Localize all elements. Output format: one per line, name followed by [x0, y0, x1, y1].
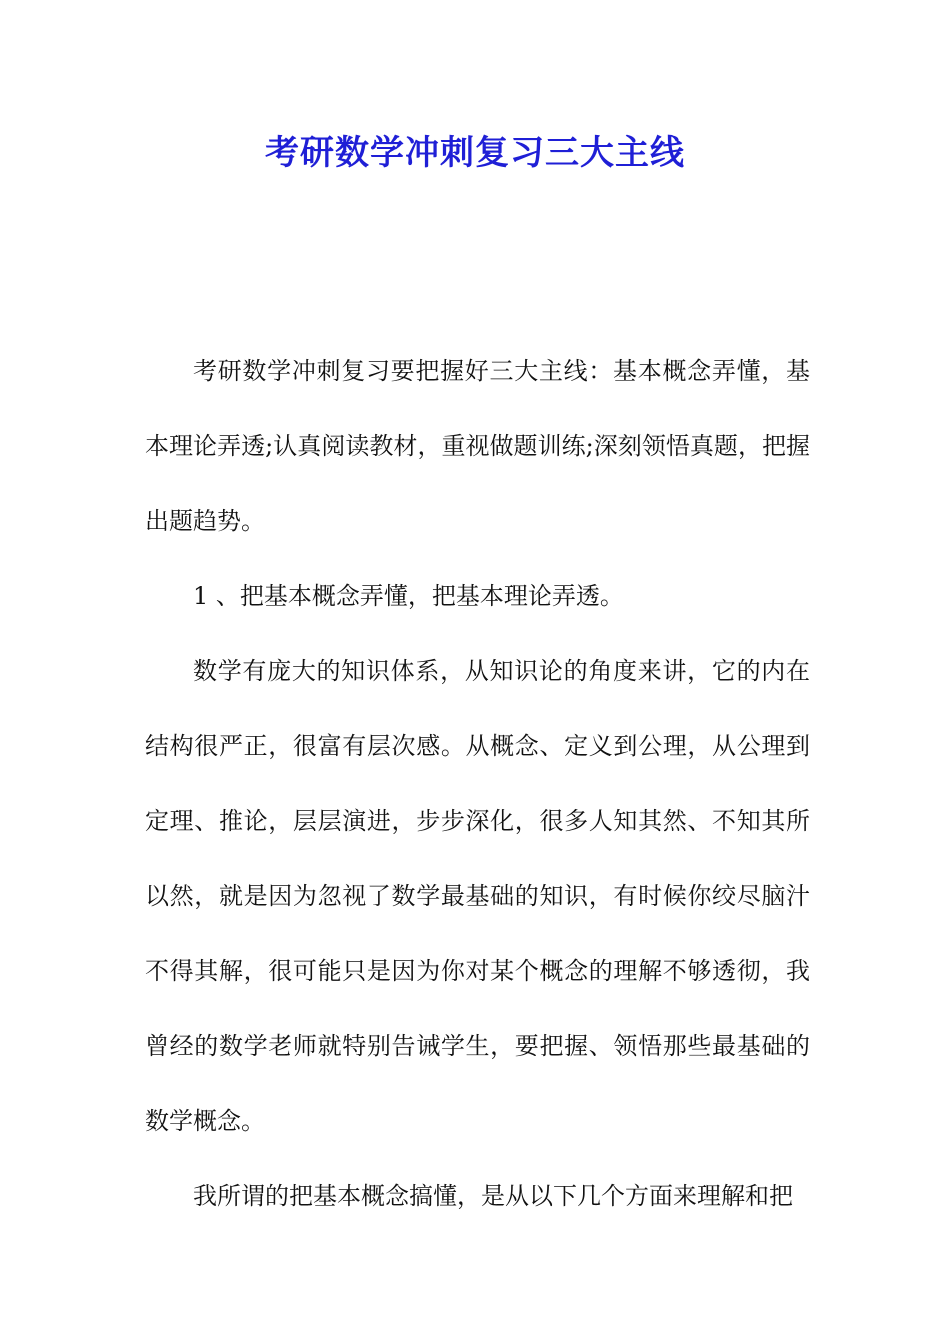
paragraph-concept-understanding: 我所谓的把基本概念搞懂，是从以下几个方面来理解和把: [193, 1182, 793, 1210]
document-title: 考研数学冲刺复习三大主线: [265, 133, 685, 173]
paragraph-knowledge-system: 数学有庞大的知识体系，从知识论的角度来讲，它的内在结构很严正，很富有层次感。从概念、定义到公理，从公理到定理、推论，层层演进，步步深化，很多人知其然、不知其所以然，就是因为忽视了数学最基础的知识，有时候你绞尽脑汁不得其解，很可能只是因为你对某个概念的理解不够透彻，我曾经的数学老师就特别告诫学生，要把握、领悟那些最基础的数学概念。: [145, 657, 810, 1135]
paragraph-section-heading: 1 、把基本概念弄懂，把基本理论弄透。: [193, 582, 624, 610]
document-body: [145, 334, 810, 1234]
paragraph-intro: 考研数学冲刺复习要把握好三大主线：基本概念弄懂，基本理论弄透;认真阅读教材，重视做题训练;深刻领悟真题，把握出题趋势。: [145, 357, 810, 535]
